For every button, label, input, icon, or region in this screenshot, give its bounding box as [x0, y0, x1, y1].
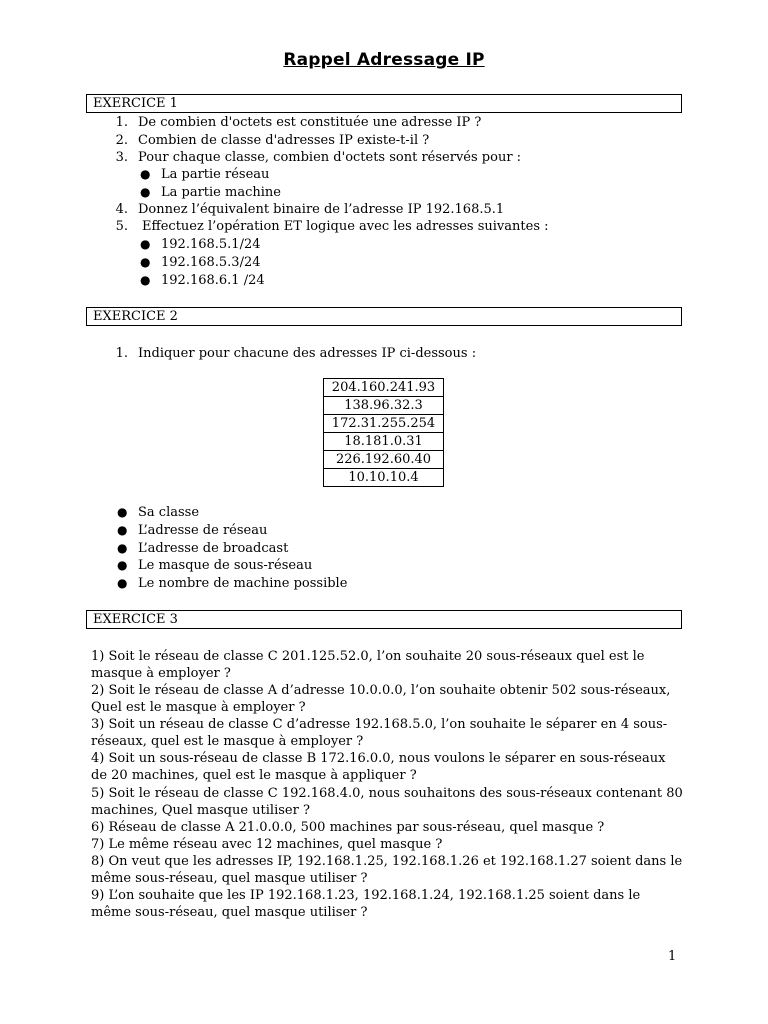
exercise-2-header: EXERCICE 2: [86, 307, 682, 326]
bullet-icon: ●: [117, 558, 128, 572]
page-title: Rappel Adressage IP: [283, 50, 485, 70]
ip-cell: 226.192.60.40: [324, 451, 444, 469]
ex3-line-15: 9) L’on souhaite que les IP 192.168.1.23, 192.168.1.24, 192.168.1.25 soient dans le: [91, 888, 641, 903]
ex1-q1-text: De combien d'octets est constituée une adresse IP ?: [138, 115, 482, 130]
ex3-line-12: 7) Le même réseau avec 12 machines, quel masque ?: [91, 837, 443, 852]
ex3-line-2: masque à employer ?: [91, 666, 231, 681]
table-row: [324, 397, 444, 415]
bullet-icon: ●: [140, 273, 151, 287]
ex2-bullet-classe: Sa classe: [138, 505, 200, 520]
bullet-icon: ●: [140, 237, 151, 251]
ex1-q3-bullet-1: La partie réseau: [161, 167, 270, 182]
ex3-line-7: 4) Soit un sous-réseau de classe B 172.16.0.0, nous voulons le séparer en sous-réseaux: [91, 751, 666, 766]
bullet-icon: ●: [117, 576, 128, 590]
ex2-bullet-machines: Le nombre de machine possible: [138, 576, 348, 591]
ex3-line-13: 8) On veut que les adresses IP, 192.168.1.25, 192.168.1.26 et 192.168.1.27 soient dans le: [91, 854, 683, 869]
ex3-line-11: 6) Réseau de classe A 21.0.0.0, 500 machines par sous-réseau, quel masque ?: [91, 820, 605, 835]
bullet-icon: ●: [140, 185, 151, 199]
exercise-1-header: EXERCICE 1: [86, 94, 682, 113]
ex1-q5-text: Effectuez l’opération ET logique avec les adresses suivantes :: [142, 219, 549, 234]
ip-cell: 172.31.255.254: [324, 415, 444, 433]
ex1-q4-number: 4.: [115, 202, 128, 217]
ex1-q4-text: Donnez l’équivalent binaire de l’adresse IP 192.168.5.1: [138, 202, 505, 217]
exercise-3-header: EXERCICE 3: [86, 610, 682, 629]
bullet-icon: ●: [140, 255, 151, 269]
table-row: [324, 469, 444, 487]
ex1-q5-bullet-2: 192.168.5.3/24: [161, 255, 261, 270]
bullet-icon: ●: [117, 523, 128, 537]
ex3-line-4: Quel est le masque à employer ?: [91, 700, 306, 715]
bullet-icon: ●: [140, 167, 151, 181]
ex2-q1-text: Indiquer pour chacune des adresses IP ci-dessous :: [138, 346, 477, 361]
ex1-q3-number: 3.: [115, 150, 128, 165]
ex1-q5-bullet-1: 192.168.5.1/24: [161, 237, 261, 252]
table-row: [324, 379, 444, 397]
ex1-q5-bullet-3: 192.168.6.1 /24: [161, 273, 265, 288]
ex1-q3-bullet-2: La partie machine: [161, 185, 281, 200]
ex2-bullet-masque: Le masque de sous-réseau: [138, 558, 313, 573]
ex3-line-10: machines, Quel masque utiliser ?: [91, 803, 310, 818]
ex2-q1-number: 1.: [115, 346, 128, 361]
bullet-icon: ●: [117, 541, 128, 555]
ip-cell: 204.160.241.93: [324, 379, 444, 397]
ex3-line-3: 2) Soit le réseau de classe A d’adresse 10.0.0.0, l’on souhaite obtenir 502 sous-réseaux,: [91, 683, 671, 698]
ip-cell: 18.181.0.31: [324, 433, 444, 451]
ex3-line-6: réseaux, quel est le masque à employer ?: [91, 734, 364, 749]
ex3-line-1: 1) Soit le réseau de classe C 201.125.52.0, l’on souhaite 20 sous-réseaux quel est le: [91, 649, 645, 664]
ex3-line-14: même sous-réseau, quel masque utiliser ?: [91, 871, 368, 886]
table-row: [324, 451, 444, 469]
table-row: [324, 433, 444, 451]
ex1-q5-number: 5.: [115, 219, 128, 234]
page-number: 1: [668, 949, 677, 964]
ex1-q1-number: 1.: [115, 115, 128, 130]
ex1-q3-text: Pour chaque classe, combien d'octets sont réservés pour :: [138, 150, 522, 165]
ex1-q2-text: Combien de classe d'adresses IP existe-t-il ?: [138, 133, 430, 148]
ip-cell: 10.10.10.4: [324, 469, 444, 487]
bullet-icon: ●: [117, 505, 128, 519]
ex2-bullet-broadcast: L’adresse de broadcast: [138, 541, 289, 556]
ex3-line-5: 3) Soit un réseau de classe C d’adresse 192.168.5.0, l’on souhaite le séparer en 4 sous-: [91, 717, 668, 732]
table-row: [324, 415, 444, 433]
ex3-line-9: 5) Soit le réseau de classe C 192.168.4.0, nous souhaitons des sous-réseaux contenant 80: [91, 786, 683, 801]
ex3-line-16: même sous-réseau, quel masque utiliser ?: [91, 905, 368, 920]
ip-address-table: [323, 378, 444, 487]
ex2-bullet-reseau: L’adresse de réseau: [138, 523, 268, 538]
ip-cell: 138.96.32.3: [324, 397, 444, 415]
ex3-line-8: de 20 machines, quel est le masque à appliquer ?: [91, 768, 417, 783]
ex1-q2-number: 2.: [115, 133, 128, 148]
